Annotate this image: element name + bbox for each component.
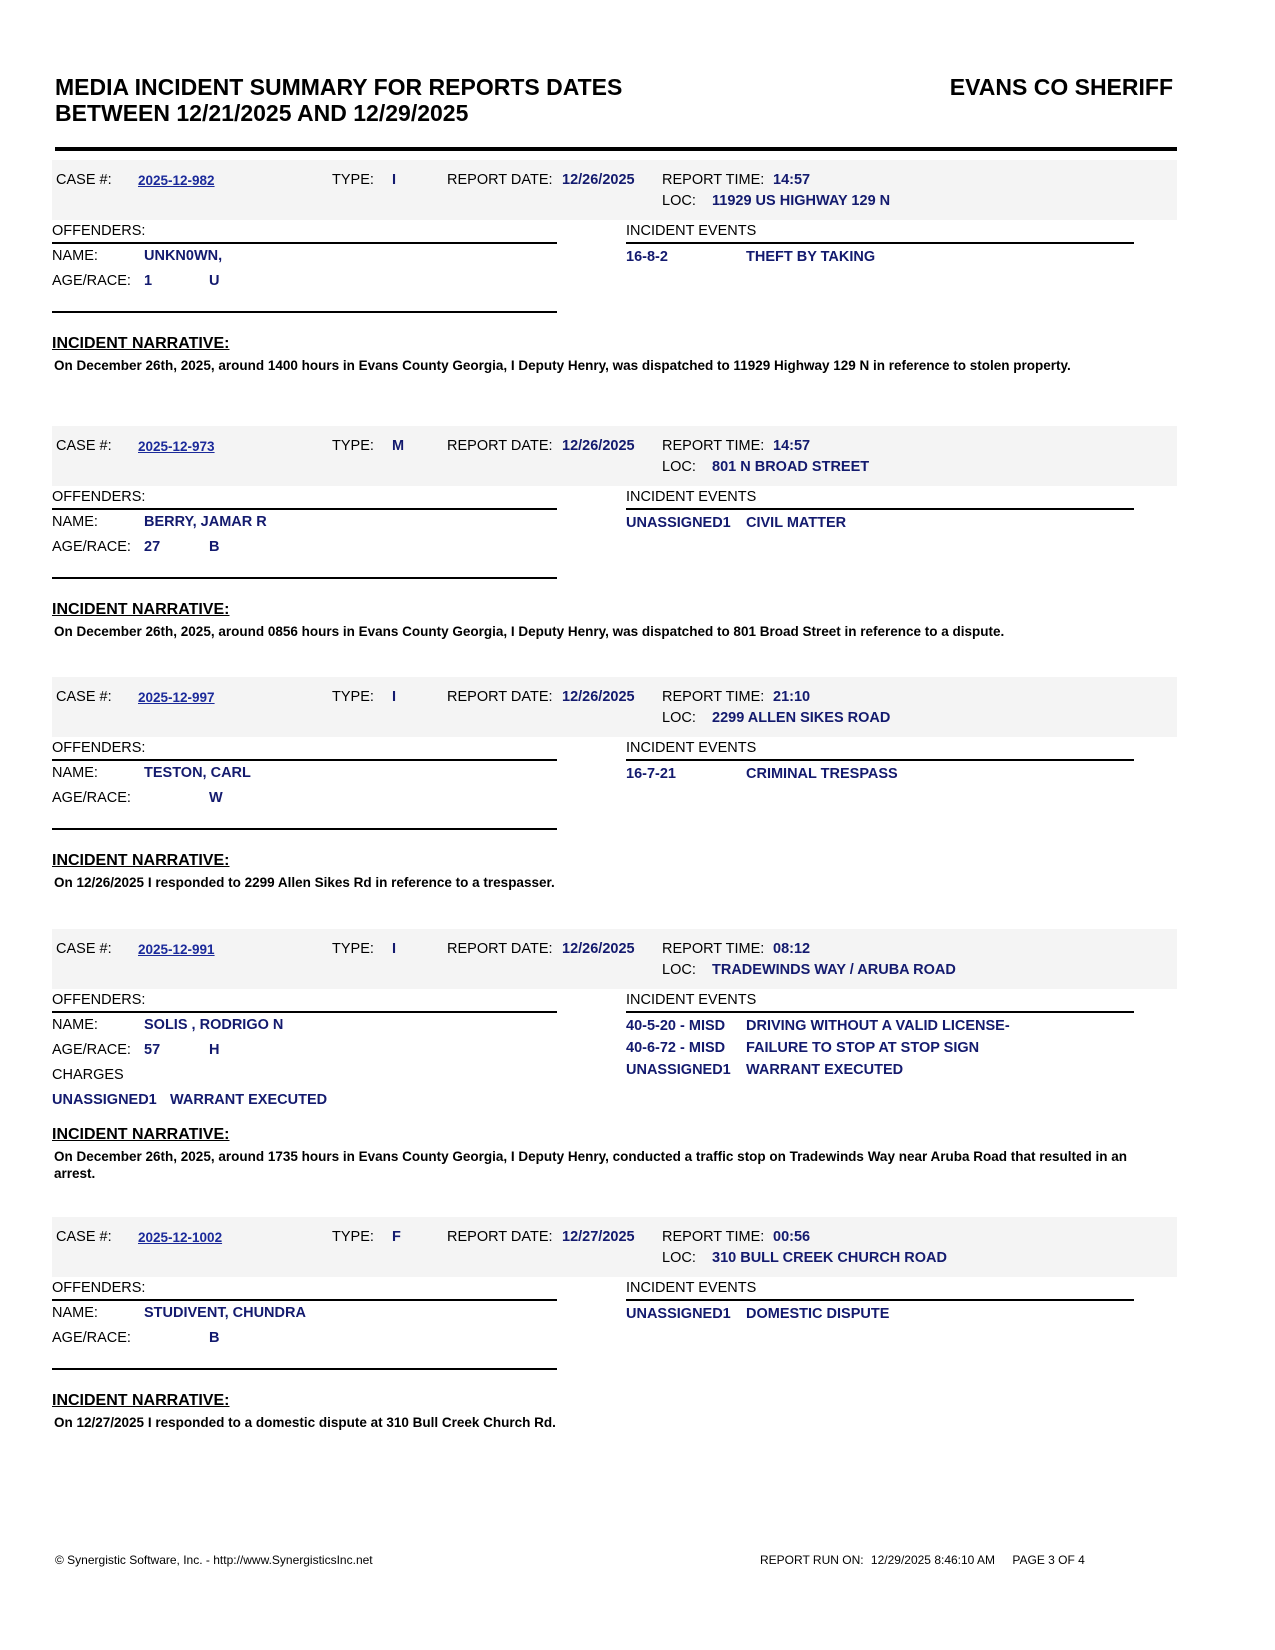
event-description: CIVIL MATTER <box>746 515 847 531</box>
event-row <box>626 763 1134 785</box>
case-block <box>52 426 1177 646</box>
case-block <box>52 160 1177 390</box>
loc-label: LOC: <box>662 962 696 978</box>
age-race-label: AGE/RACE: <box>52 539 131 555</box>
case-details <box>52 486 1177 586</box>
offender-race: B <box>209 1330 220 1346</box>
report-time: 14:57 <box>773 438 811 454</box>
event-row <box>626 246 1134 268</box>
incident-events-section <box>626 991 1134 1081</box>
footer-run-info <box>760 1553 1085 1567</box>
narrative-section <box>52 1377 1177 1437</box>
report-time-label: REPORT TIME: <box>662 689 765 705</box>
event-row <box>626 1059 1134 1081</box>
offender-name-row <box>52 244 557 269</box>
report-date-label: REPORT DATE: <box>447 438 553 454</box>
offender-age: 1 <box>144 273 153 289</box>
case-type: I <box>392 689 397 705</box>
type-label: TYPE: <box>332 689 374 705</box>
case-header <box>52 160 1177 220</box>
offender-age-race-row <box>52 1326 557 1351</box>
narrative-section <box>52 1109 1177 1179</box>
case-type: I <box>392 941 397 957</box>
offender-name-row <box>52 1301 557 1326</box>
loc-label: LOC: <box>662 193 696 209</box>
case-type: M <box>392 438 405 454</box>
narrative-text: On December 26th, 2025, around 1400 hours in Evans County Georgia, I Deputy Henry, was dispatched to 11929 Highway 129 N in reference to stolen property. <box>54 358 1071 373</box>
case-label: CASE #: <box>56 689 112 705</box>
event-description: DRIVING WITHOUT A VALID LICENSE- <box>746 1018 1010 1034</box>
report-run-value: 12/29/2025 8:46:10 AM <box>870 1553 996 1567</box>
report-time: 08:12 <box>773 941 811 957</box>
offender-race: U <box>209 273 220 289</box>
age-race-label: AGE/RACE: <box>52 273 131 289</box>
incident-events-header: INCIDENT EVENTS <box>626 222 1134 244</box>
offenders-header: OFFENDERS: <box>52 488 557 510</box>
case-label: CASE #: <box>56 438 112 454</box>
report-date-label: REPORT DATE: <box>447 1229 553 1245</box>
report-date: 12/26/2025 <box>562 941 635 957</box>
name-label: NAME: <box>52 248 98 264</box>
charge-description: WARRANT EXECUTED <box>170 1092 328 1108</box>
case-details <box>52 989 1177 1109</box>
case-block <box>52 1217 1177 1437</box>
report-time-label: REPORT TIME: <box>662 1229 765 1245</box>
event-code: UNASSIGNED1 <box>626 1306 731 1322</box>
offender-name: TESTON, CARL <box>144 765 251 781</box>
narrative-section <box>52 320 1177 390</box>
case-label: CASE #: <box>56 1229 112 1245</box>
loc-label: LOC: <box>662 459 696 475</box>
case-header <box>52 426 1177 486</box>
report-run-label: REPORT RUN ON: <box>760 1553 864 1567</box>
name-label: NAME: <box>52 1017 98 1033</box>
case-number-link[interactable]: 2025-12-997 <box>138 690 215 705</box>
report-time: 00:56 <box>773 1229 811 1245</box>
narrative-text: On December 26th, 2025, around 0856 hours in Evans County Georgia, I Deputy Henry, was dispatched to 801 Broad Street in reference to a dispute. <box>54 624 1005 639</box>
location: 310 BULL CREEK CHURCH ROAD <box>712 1250 947 1266</box>
report-title <box>55 74 755 126</box>
offenders-end-rule <box>52 1368 557 1370</box>
event-description: WARRANT EXECUTED <box>746 1062 904 1078</box>
report-date-label: REPORT DATE: <box>447 941 553 957</box>
offender-name-row <box>52 1013 557 1038</box>
incident-events-section <box>626 739 1134 785</box>
report-date-label: REPORT DATE: <box>447 689 553 705</box>
page-number: PAGE 3 OF 4 <box>1012 1553 1085 1567</box>
location: 2299 ALLEN SIKES ROAD <box>712 710 891 726</box>
charge-code: UNASSIGNED1 <box>52 1092 157 1108</box>
offenders-section <box>52 739 557 811</box>
report-title-line2: BETWEEN 12/21/2025 AND 12/29/2025 <box>55 100 469 126</box>
incident-events-header: INCIDENT EVENTS <box>626 739 1134 761</box>
event-row <box>626 1015 1134 1037</box>
event-row <box>626 1303 1134 1325</box>
offender-age: 57 <box>144 1042 161 1058</box>
agency-name: EVANS CO SHERIFF <box>949 74 1173 100</box>
report-time-label: REPORT TIME: <box>662 941 765 957</box>
offenders-end-rule <box>52 311 557 313</box>
event-code: UNASSIGNED1 <box>626 515 731 531</box>
offender-name-row <box>52 761 557 786</box>
offender-race: H <box>209 1042 220 1058</box>
offenders-end-rule <box>52 828 557 830</box>
event-row <box>626 1037 1134 1059</box>
event-row <box>626 512 1134 534</box>
narrative-title: INCIDENT NARRATIVE: <box>52 335 230 352</box>
type-label: TYPE: <box>332 172 374 188</box>
incident-events-section <box>626 222 1134 268</box>
name-label: NAME: <box>52 765 98 781</box>
case-number-link[interactable]: 2025-12-991 <box>138 942 215 957</box>
age-race-label: AGE/RACE: <box>52 790 131 806</box>
narrative-text: On 12/27/2025 I responded to a domestic dispute at 310 Bull Creek Church Rd. <box>54 1415 556 1430</box>
report-header <box>55 74 1177 154</box>
loc-label: LOC: <box>662 1250 696 1266</box>
event-description: THEFT BY TAKING <box>746 249 876 265</box>
offenders-header: OFFENDERS: <box>52 222 557 244</box>
type-label: TYPE: <box>332 941 374 957</box>
header-divider <box>55 147 1177 151</box>
offenders-end-rule <box>52 577 557 579</box>
report-time-label: REPORT TIME: <box>662 172 765 188</box>
case-type: I <box>392 172 397 188</box>
case-number-link[interactable]: 2025-12-982 <box>138 173 215 188</box>
narrative-text: On 12/26/2025 I responded to 2299 Allen Sikes Rd in reference to a trespasser. <box>54 875 555 890</box>
offenders-section <box>52 488 557 560</box>
age-race-label: AGE/RACE: <box>52 1330 131 1346</box>
event-code: 40-5-20 - MISD <box>626 1018 726 1034</box>
event-code: UNASSIGNED1 <box>626 1062 731 1078</box>
report-time: 21:10 <box>773 689 811 705</box>
event-description: DOMESTIC DISPUTE <box>746 1306 890 1322</box>
footer-copyright: © Synergistic Software, Inc. - http://www.SynergisticsInc.net <box>55 1553 373 1567</box>
offender-name: UNKN0WN, <box>144 248 223 264</box>
type-label: TYPE: <box>332 438 374 454</box>
case-details <box>52 220 1177 320</box>
offender-name: BERRY, JAMAR R <box>144 514 267 530</box>
charges-label-row <box>52 1063 557 1088</box>
case-type: F <box>392 1229 401 1245</box>
name-label: NAME: <box>52 1305 98 1321</box>
name-label: NAME: <box>52 514 98 530</box>
offender-name: SOLIS , RODRIGO N <box>144 1017 284 1033</box>
case-details <box>52 737 1177 837</box>
report-date: 12/26/2025 <box>562 689 635 705</box>
incident-events-section <box>626 488 1134 534</box>
location: TRADEWINDS WAY / ARUBA ROAD <box>712 962 956 978</box>
event-code: 16-8-2 <box>626 249 668 265</box>
narrative-section <box>52 837 1177 897</box>
narrative-text: On December 26th, 2025, around 1735 hours in Evans County Georgia, I Deputy Henry, conducted a traffic stop on Tradewinds Way near Aruba Road that resulted in an arrest. <box>54 1149 1127 1181</box>
narrative-section <box>52 586 1177 646</box>
case-header <box>52 677 1177 737</box>
offender-age: 27 <box>144 539 161 555</box>
incident-events-section <box>626 1279 1134 1325</box>
location: 801 N BROAD STREET <box>712 459 870 475</box>
type-label: TYPE: <box>332 1229 374 1245</box>
loc-label: LOC: <box>662 710 696 726</box>
event-description: CRIMINAL TRESPASS <box>746 766 898 782</box>
case-details <box>52 1277 1177 1377</box>
narrative-title: INCIDENT NARRATIVE: <box>52 601 230 618</box>
case-label: CASE #: <box>56 941 112 957</box>
case-header <box>52 929 1177 989</box>
incident-events-header: INCIDENT EVENTS <box>626 1279 1134 1301</box>
case-header <box>52 1217 1177 1277</box>
narrative-title: INCIDENT NARRATIVE: <box>52 1392 230 1409</box>
offender-name: STUDIVENT, CHUNDRA <box>144 1305 306 1321</box>
offender-age-race-row <box>52 786 557 811</box>
offenders-section <box>52 991 557 1113</box>
report-date: 12/27/2025 <box>562 1229 635 1245</box>
case-number-link[interactable]: 2025-12-1002 <box>138 1230 223 1245</box>
report-date: 12/26/2025 <box>562 172 635 188</box>
offender-age-race-row <box>52 1038 557 1063</box>
case-number-link[interactable]: 2025-12-973 <box>138 439 215 454</box>
offender-age-race-row <box>52 269 557 294</box>
narrative-title: INCIDENT NARRATIVE: <box>52 1126 230 1143</box>
report-date: 12/26/2025 <box>562 438 635 454</box>
event-code: 16-7-21 <box>626 766 676 782</box>
charges-label: CHARGES <box>52 1067 124 1083</box>
age-race-label: AGE/RACE: <box>52 1042 131 1058</box>
case-label: CASE #: <box>56 172 112 188</box>
report-time: 14:57 <box>773 172 811 188</box>
offenders-header: OFFENDERS: <box>52 739 557 761</box>
offenders-header: OFFENDERS: <box>52 1279 557 1301</box>
offenders-section <box>52 222 557 294</box>
incident-events-header: INCIDENT EVENTS <box>626 488 1134 510</box>
narrative-title: INCIDENT NARRATIVE: <box>52 852 230 869</box>
incident-events-header: INCIDENT EVENTS <box>626 991 1134 1013</box>
report-time-label: REPORT TIME: <box>662 438 765 454</box>
offenders-header: OFFENDERS: <box>52 991 557 1013</box>
offender-age-race-row <box>52 535 557 560</box>
report-date-label: REPORT DATE: <box>447 172 553 188</box>
event-code: 40-6-72 - MISD <box>626 1040 726 1056</box>
event-description: FAILURE TO STOP AT STOP SIGN <box>746 1040 980 1056</box>
offenders-section <box>52 1279 557 1351</box>
offender-race: W <box>209 790 223 806</box>
location: 11929 US HIGHWAY 129 N <box>712 193 891 209</box>
case-block <box>52 677 1177 897</box>
offender-name-row <box>52 510 557 535</box>
report-title-line1: MEDIA INCIDENT SUMMARY FOR REPORTS DATES <box>55 74 623 100</box>
offender-race: B <box>209 539 220 555</box>
case-block <box>52 929 1177 1179</box>
